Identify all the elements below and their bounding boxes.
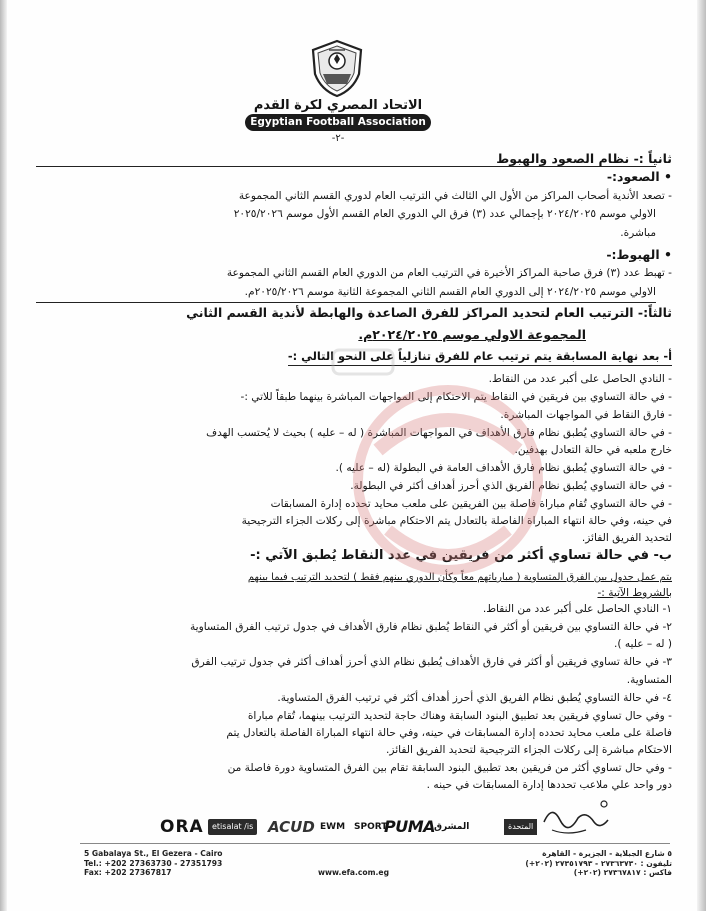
relegation-heading: • الهبوط:-	[606, 247, 672, 262]
footer-contact-arabic	[525, 849, 672, 878]
promotion-line-1: - تصعد الأندية أصحاب المراكز من الأول الي الثالث في الترتيب العام لدوري القسم الثاني المجموعة	[238, 190, 672, 202]
part-b-item-6: - وفي حال تساوي أكثر من فريقين بعد تطبيق البنود السابقة تقام بين الفرق المتساوية دورة فاصلة من	[227, 762, 672, 774]
relegation-line-2: الاولي موسم ٢٠٢٤/٢٠٢٥ إلى الدوري العام القسم الثاني المجموعة الثانية موسم ٢٠٢٥/٢٠٢٦م.	[244, 286, 656, 298]
part-a-heading: أ- بعد نهاية المسابقة يتم ترتيب عام للفرق تنازلياً على النحو التالي :-	[288, 349, 672, 366]
part-a-item-7-cont-2: لتحديد الفريق الفائز.	[581, 532, 672, 544]
page-number: -٢-	[331, 133, 345, 144]
sponsor-mashreq-logo: المشرق	[434, 822, 470, 832]
part-a-item-5: - في حالة التساوي يُطبق نظام فارق الأهداف العامة في البطولة (له – عليه ).	[335, 462, 672, 474]
part-a-item-4: - في حالة التساوي يُطبق نظام فارق الأهداف في المواجهات المباشرة ( له – عليه ) بحيث لا يُحتسب الهدف	[206, 427, 672, 439]
org-name-arabic: الاتحاد المصري لكرة القدم	[253, 98, 423, 113]
part-a-item-7-cont-1: في حينه، وفي حالة انتهاء المباراة الفاصلة بالتعادل يتم الاحتكام مباشرة إلى ركلات الجزاء الترجيحية	[241, 515, 672, 527]
sponsor-etisalat-logo: etisalat /is	[208, 819, 257, 835]
scan-edge-left	[0, 0, 7, 911]
part-b-item-5-cont-2: الاحتكام مباشرة إلى ركلات الجزاء الترجيحية لتحديد الفريق الفائز.	[386, 744, 672, 756]
part-b-item-3: ٣- في حالة تساوي فريقين أو أكثر في فارق الأهداف يُطبق نظام الذي أحرز أهداف أكثر في جدول ترتيب الفرق	[191, 656, 672, 668]
promotion-line-2: الاولي موسم ٢٠٢٤/٢٠٢٥ بإجمالي عدد (٣) فرق الي الدوري العام القسم الأول موسم ٢٠٢٥/٢٠٢٦	[233, 208, 656, 220]
part-a-item-2: - في حالة التساوي بين فريقين في النقاط يتم الاحتكام إلى المواجهات المباشرة بينهما طبقاً للاتي :-	[240, 391, 672, 403]
footer-address-ar: ٥ شارع الجبلاية - الجزيرة - القاهرة	[542, 849, 672, 858]
part-a-item-6: - في حالة التساوي يُطبق نظام الفريق الذي أحرز أهداف أكثر في البطولة.	[350, 480, 672, 492]
footer-website-link[interactable]: www.efa.com.eg	[318, 868, 390, 877]
sponsor-puma-logo: PUMA	[384, 817, 436, 836]
scan-edge-right	[697, 0, 706, 911]
part-b-heading: ب- في حالة تساوي أكثر من فريقين في عدد النقاط يُطبق الآتي :-	[250, 548, 672, 563]
sponsor-ewm-logo: EWM	[320, 822, 346, 832]
section2-title: ثانياً :- نظام الصعود والهبوط	[496, 151, 672, 166]
footer-tel-ar: تليفون : ٢٧٣٦٣٧٣٠ - ٢٧٣٥١٧٩٣ (٢٠٢+)	[525, 858, 672, 868]
org-name-english: Egyptian Football Association	[245, 114, 431, 131]
footer-address-en: 5 Gabalaya St., El Gezera - Cairo	[84, 849, 223, 858]
part-b-item-2-cont: ( له – عليه ).	[613, 638, 672, 650]
section2-rule	[36, 166, 656, 167]
footer-tel-en: Tel.: +202 27363730 - 27351793	[84, 858, 223, 868]
part-b-item-6-cont: دور واحد علي ملاعب تحددها إدارة المسابقات في حينه .	[426, 779, 672, 791]
part-a-item-1: - النادي الحاصل على أكبر عدد من النقاط.	[488, 373, 672, 385]
part-b-item-2: ٢- في حالة التساوي بين فريقين أو أكثر في النقاط يُطبق نظام فارق الأهداف في جدول ترتيب الفرق المتساوية	[189, 621, 672, 633]
part-b-item-5: - وفي حال تساوي فريقين بعد تطبيق البنود السابقة وهناك حاجة لتحديد الترتيب بينهما، تُقام مباراة	[247, 710, 672, 722]
signature	[538, 792, 618, 842]
part-b-intro-line-2: بالشروط الآتية :-	[597, 587, 672, 599]
part-b-item-5-cont-1: فاصلة على ملعب محايد تحدده إدارة المسابقات في حينه، وفي حالة انتهاء المباراة الفاصلة بالتعادل يتم	[226, 727, 672, 739]
part-b-item-3-cont: المتساوية.	[626, 674, 672, 686]
promotion-line-3: مباشرة.	[620, 227, 656, 239]
part-b-item-1: ١- النادي الحاصل على أكبر عدد من النقاط.	[482, 603, 672, 615]
part-a-item-3: - فارق النقاط في المواجهات المباشرة.	[500, 409, 672, 421]
part-a-item-7: - في حالة التساوي تُقام مباراة فاصلة بين الفريقين على ملعب محايد تحدده إدارة المسابقات	[270, 498, 672, 510]
footer-rule	[80, 843, 670, 844]
efa-crest-logo	[307, 38, 367, 98]
section3-title-line-2: المجموعة الاولي موسم ٢٠٢٤/٢٠٢٥م.	[358, 327, 586, 342]
relegation-line-1: - تهبط عدد (٣) فرق صاحبة المراكز الأخيرة في الترتيب العام من الدوري العام القسم الثاني المجموعة	[226, 267, 672, 279]
sponsor-ora-logo: ORA	[160, 817, 204, 837]
part-b-item-4: ٤- في حالة التساوي يُطبق نظام الفريق الذي أحرز أهداف أكثر في ترتيب الفرق المتساوية.	[277, 692, 672, 704]
promotion-heading: • الصعود:-	[606, 169, 672, 184]
footer-fax-ar: فاكس : ٢٧٣٦٧٨١٧ (٢٠٢+)	[573, 868, 672, 877]
part-b-intro-line-1: يتم عمل جدول بين الفرق المتساوية ( مبارياتهم معاً وكأن الدوري بينهم فقط ) لتحديد الترتيب فيما بينهم	[247, 572, 672, 583]
part-a-item-4-cont: خارج ملعبه في حالة التعادل بهدفين.	[514, 444, 672, 456]
footer-contact-english	[84, 849, 223, 878]
sponsor-acud-logo: ACUD	[268, 818, 315, 836]
footer-fax-en: Fax: +202 27367817	[84, 868, 172, 877]
sponsor-mutahida-logo: المتحدة	[504, 819, 537, 835]
section3-title-line-1: ثالثاً:- الترتيب العام لتحديد المراكز للفرق الصاعدة والهابطة لأندية القسم الثاني	[186, 305, 672, 320]
section3-top-rule	[36, 302, 656, 303]
sponsor-sport-logo: SPORT	[354, 822, 388, 832]
